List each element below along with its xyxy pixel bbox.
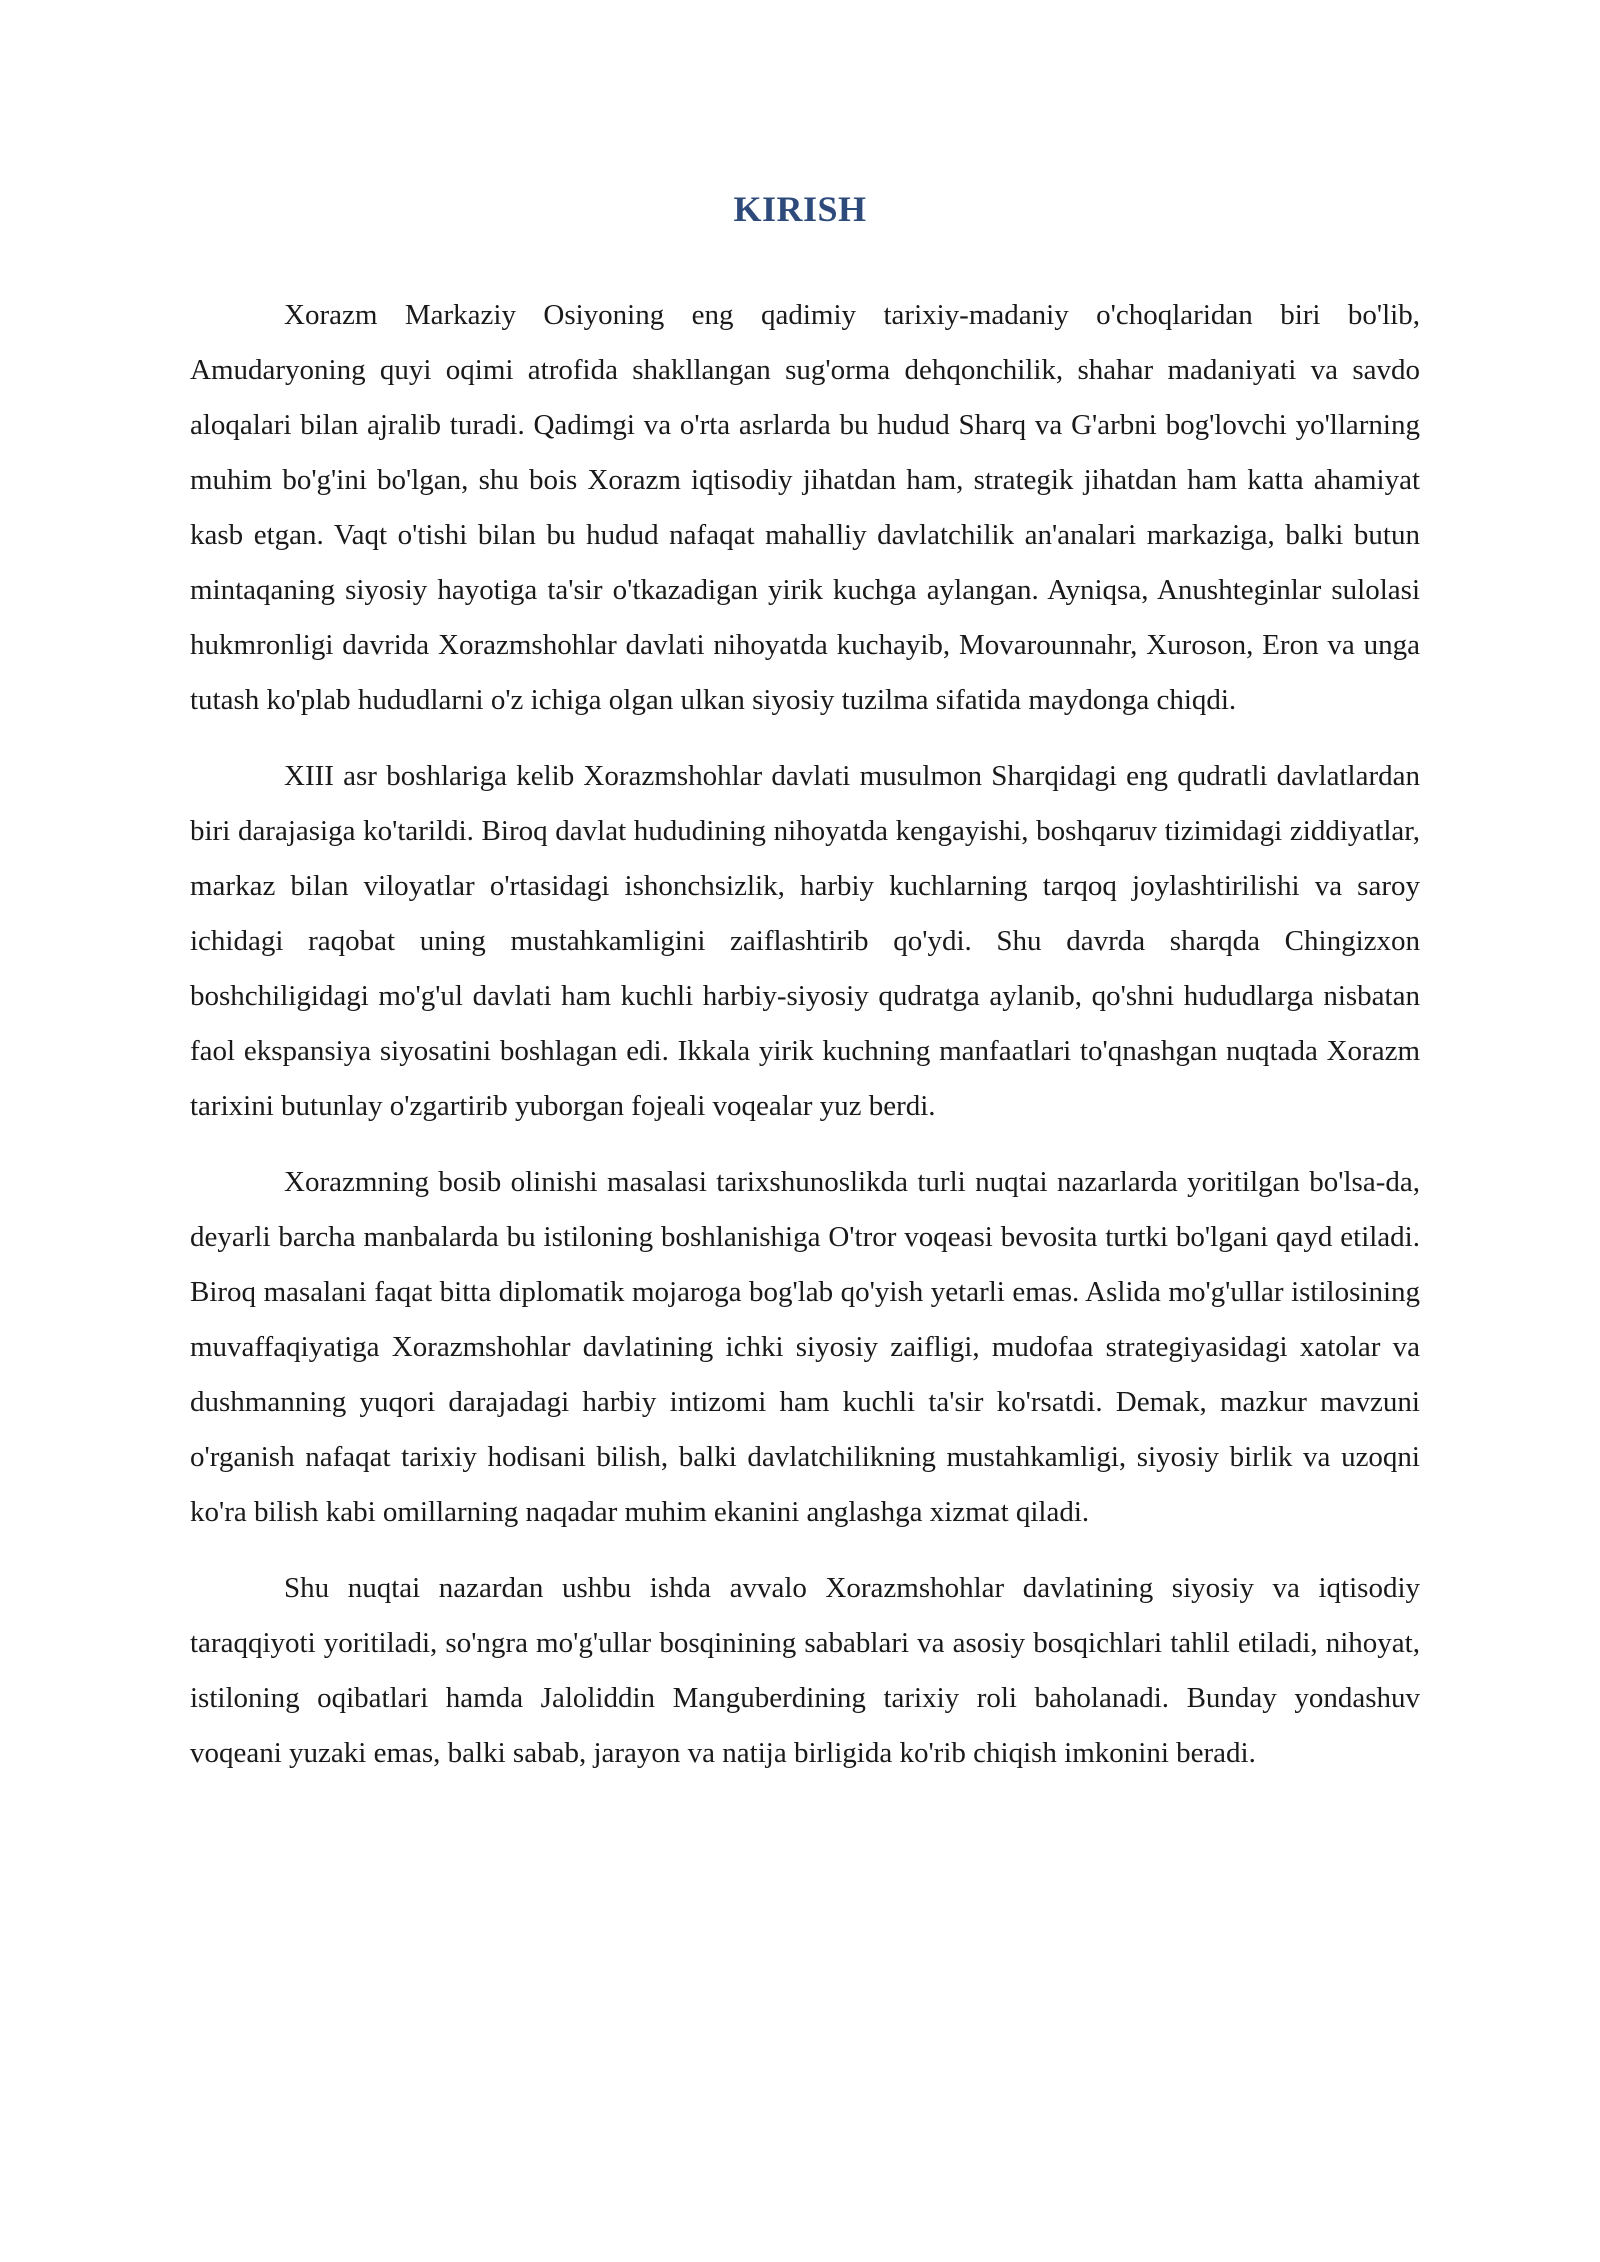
- paragraph-3: Xorazmning bosib olinishi masalasi tarixshunoslikda turli nuqtai nazarlarda yoritilgan bo'lsa-da, deyarli barcha manbalarda bu istiloning boshlanishiga O'tror voqeasi bevosita turtki bo'lgani qayd etiladi. Biroq masalani faqat bitta diplomatik mojaroga bog'lab qo'yish yetarli emas. Aslida mo'g'ullar istilosining muvaffaqiyatiga Xorazmshohlar davlatining ichki siyosiy zaifligi, mudofaa strategiyasidagi xatolar va dushmanning yuqori darajadagi harbiy intizomi ham kuchli ta'sir ko'rsatdi. Demak, mazkur mavzuni o'rganish nafaqat tarixiy hodisani bilish, balki davlatchilikning mustahkamligi, siyosiy birlik va uzoqni ko'ra bilish kabi omillarning naqadar muhim ekanini anglashga xizmat qiladi.: [190, 1166, 1420, 1528]
- page-title: KIRISH: [733, 189, 867, 229]
- paragraph-1: Xorazm Markaziy Osiyoning eng qadimiy tarixiy-madaniy o'choqlaridan biri bo'lib, Amudaryoning quyi oqimi atrofida shakllangan sug'orma dehqonchilik, shahar madaniyati va savdo aloqalari bilan ajralib turadi. Qadimgi va o'rta asrlarda bu hudud Sharq va G'arbni bog'lovchi yo'llarning muhim bo'g'ini bo'lgan, shu bois Xorazm iqtisodiy jihatdan ham, strategik jihatdan ham katta ahamiyat kasb etgan. Vaqt o'tishi bilan bu hudud nafaqat mahalliy davlatchilik an'analari markaziga, balki butun mintaqaning siyosiy hayotiga ta'sir o'tkazadigan yirik kuchga aylangan. Ayniqsa, Anushteginlar sulolasi hukmronligi davrida Xorazmshohlar davlati nihoyatda kuchayib, Movarounnahr, Xuroson, Eron va unga tutash ko'plab hududlarni o'z ichiga olgan ulkan siyosiy tuzilma sifatida maydonga chiqdi.: [190, 299, 1420, 716]
- document-body: [190, 288, 1420, 1802]
- paragraph-4: Shu nuqtai nazardan ushbu ishda avvalo Xorazmshohlar davlatining siyosiy va iqtisodiy taraqqiyoti yoritiladi, so'ngra mo'g'ullar bosqinining sabablari va asosiy bosqichlari tahlil etiladi, nihoyat, istiloning oqibatlari hamda Jaloliddin Manguberdining tarixiy roli baholanadi. Bunday yondashuv voqeani yuzaki emas, balki sabab, jarayon va natija birligida ko'rib chiqish imkonini beradi.: [190, 1572, 1420, 1769]
- paragraph-2: XIII asr boshlariga kelib Xorazmshohlar davlati musulmon Sharqidagi eng qudratli davlatlardan biri darajasiga ko'tarildi. Biroq davlat hududining nihoyatda kengayishi, boshqaruv tizimidagi ziddiyatlar, markaz bilan viloyatlar o'rtasidagi ishonchsizlik, harbiy kuchlarning tarqoq joylashtirilishi va saroy ichidagi raqobat uning mustahkamligini zaiflashtirib qo'ydi. Shu davrda sharqda Chingizxon boshchiligidagi mo'g'ul davlati ham kuchli harbiy-siyosiy qudratga aylanib, qo'shni hududlarga nisbatan faol ekspansiya siyosatini boshlagan edi. Ikkala yirik kuchning manfaatlari to'qnashgan nuqtada Xorazm tarixini butunlay o'zgartirib yuborgan fojeali voqealar yuz berdi.: [190, 760, 1420, 1122]
